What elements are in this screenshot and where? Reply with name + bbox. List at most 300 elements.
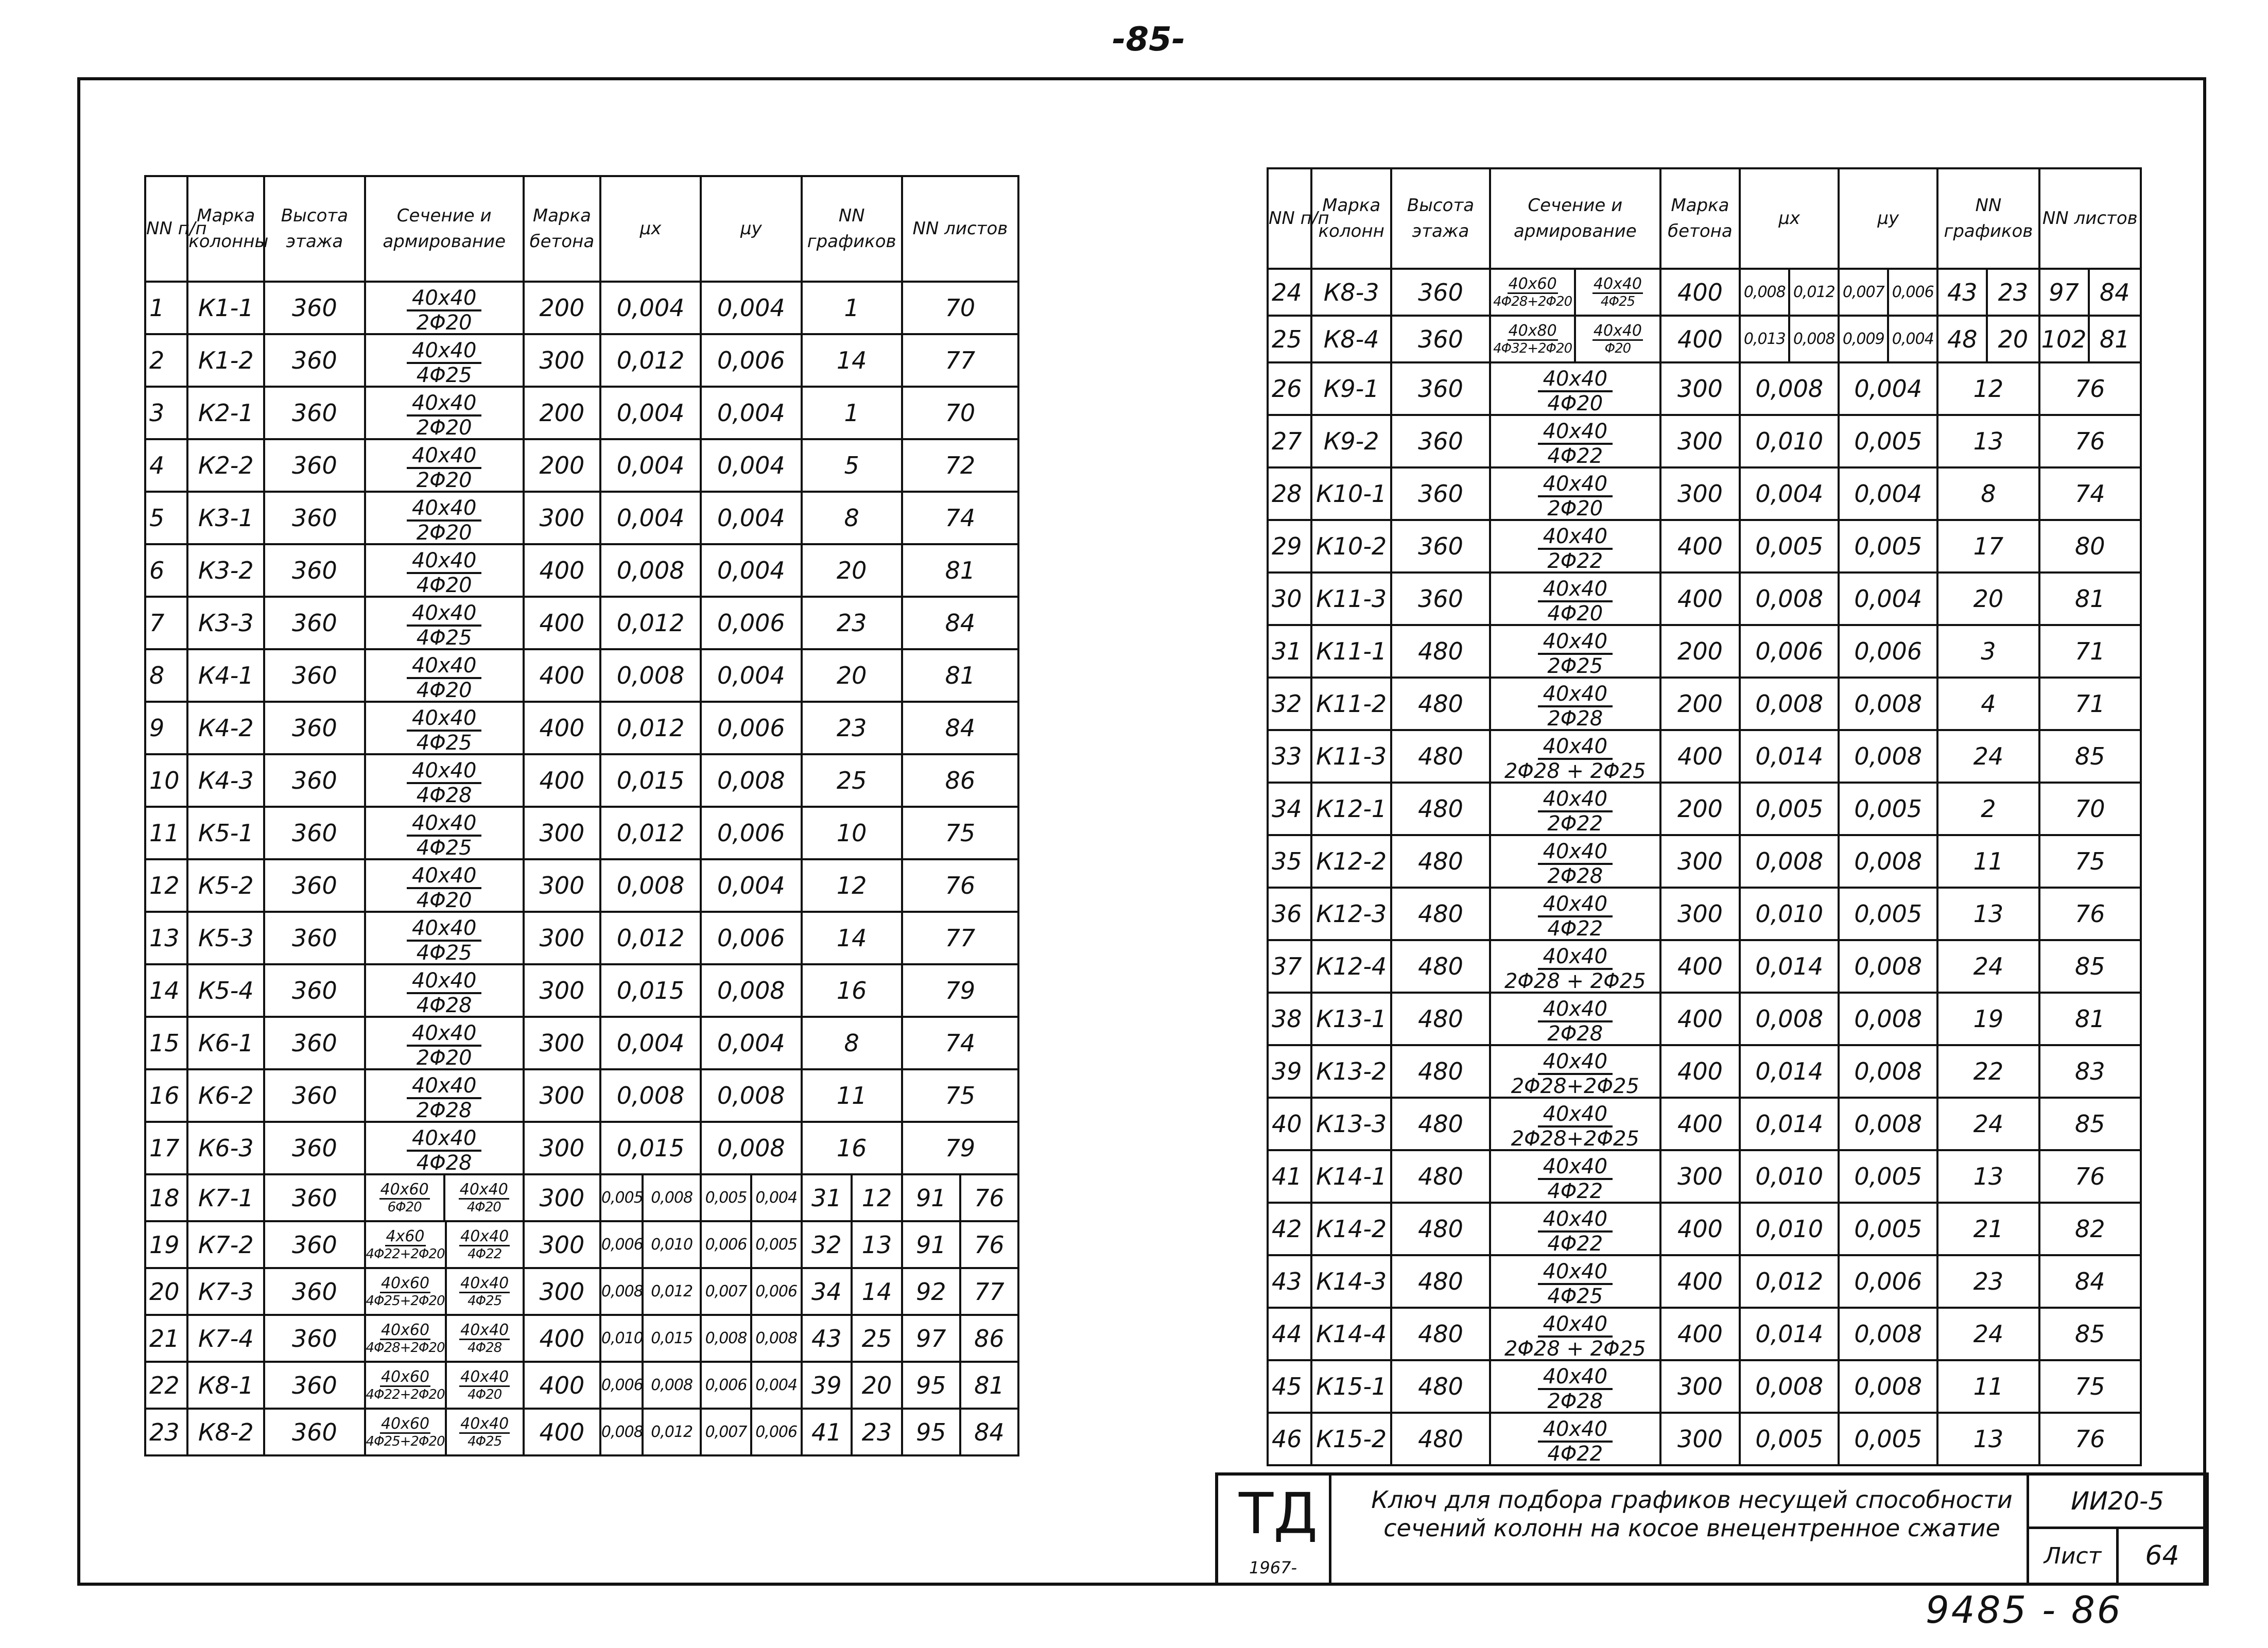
section-fraction [1538,894,1613,939]
mu-y: 0,005 [1839,520,1937,573]
graph-number: 21 [1937,1203,2039,1255]
reinforcement: 2Φ28 + 2Φ25 [1504,969,1646,993]
section-size: 40x40 [1538,1156,1613,1180]
header-cell: μy [701,176,801,282]
sheet-number: 95 [902,1409,960,1455]
table-row [1268,269,2141,316]
column-mark: К14-1 [1311,1150,1391,1203]
concrete-grade: 400 [1660,993,1740,1045]
table-row [1268,993,2141,1045]
mu-x: 0,014 [1740,730,1839,783]
reinforcement: 4Φ32+2Φ20 [1493,340,1572,356]
section-size: 40x40 [407,970,481,994]
mu-x: 0,012 [600,597,701,649]
table-row [145,1362,1018,1409]
section-fraction [407,1128,481,1173]
concrete-grade: 400 [1660,1255,1740,1308]
floor-height: 360 [264,649,365,702]
table-row [145,282,1018,334]
mu-x: 0,008 [1740,362,1839,415]
reinforcement: 2Φ25 [1547,654,1603,678]
graph-number: 23 [1987,269,2039,316]
mu-y: 0,006 [1839,1255,1937,1308]
concrete-grade: 200 [1660,625,1740,678]
floor-height: 360 [264,334,365,387]
floor-height: 360 [264,282,365,334]
floor-height: 480 [1391,888,1490,940]
mu-x: 0,008 [1740,269,1789,316]
table-row [1268,783,2141,835]
reinforcement: 4Φ25 [468,1433,502,1449]
sheet-number: 75 [902,1069,1018,1122]
section-cell [365,702,524,754]
concrete-grade: 400 [524,1409,600,1455]
mu-y: 0,006 [701,807,801,859]
section-size: 40x40 [407,393,481,417]
table-row [145,1409,1018,1455]
row-number: 13 [145,912,187,964]
sheet-number: 84 [2039,1255,2141,1308]
mu-x: 0,006 [600,1221,643,1268]
section-size: 40x80 [1508,321,1557,340]
section-fraction [1538,369,1613,414]
mu-x: 0,004 [600,387,701,439]
section-cell [365,1362,524,1409]
sheet-info [2027,1529,2206,1583]
section-fraction [1538,1156,1613,1202]
reinforcement: 2Φ20 [416,416,472,440]
table-row [145,702,1018,754]
mu-x: 0,010 [643,1221,701,1268]
mu-x: 0,005 [1740,1413,1839,1465]
table-row [1268,940,2141,993]
mu-y: 0,008 [751,1315,802,1362]
header-cell: NN графиков [802,176,902,282]
floor-height: 360 [264,1362,365,1409]
sheet-number: 84 [2089,269,2141,316]
mu-x: 0,004 [1740,467,1839,520]
graph-number: 16 [802,964,902,1017]
graph-number: 2 [1937,783,2039,835]
mu-y: 0,005 [1839,1413,1937,1465]
floor-height: 360 [1391,415,1490,467]
floor-height: 360 [264,387,365,439]
mu-y: 0,005 [701,1174,751,1221]
mu-x: 0,012 [600,912,701,964]
concrete-grade: 400 [1660,940,1740,993]
sheet-number: 74 [902,1017,1018,1069]
concrete-grade: 300 [524,1268,600,1315]
section-size: 40x40 [1538,526,1613,550]
column-mark: К11-2 [1311,678,1391,730]
section-cell [365,439,524,492]
mu-x: 0,015 [643,1315,701,1362]
column-mark: К14-3 [1311,1255,1391,1308]
mu-y: 0,004 [701,387,801,439]
reinforcement: 2Φ20 [416,469,472,492]
concrete-grade: 400 [1660,316,1740,362]
sheet-number: 84 [960,1409,1018,1455]
mu-x: 0,014 [1740,1098,1839,1150]
section-fraction [366,1222,445,1267]
section-fraction [1538,1366,1613,1412]
row-number: 8 [145,649,187,702]
mu-y: 0,008 [1839,940,1937,993]
section-cell [1490,415,1660,467]
sheet-number: 75 [2039,1360,2141,1413]
column-mark: К9-2 [1311,415,1391,467]
section-cell [1490,467,1660,520]
graph-number: 20 [1987,316,2039,362]
column-mark: К15-2 [1311,1413,1391,1465]
header-cell: Марка бетона [1660,168,1740,269]
reinforcement: 2Φ20 [416,521,472,545]
section-size: 40x40 [1538,684,1613,707]
mu-y: 0,008 [1839,1308,1937,1360]
section-cell [365,859,524,912]
sheet-number: 79 [902,964,1018,1017]
sheet-number: 92 [902,1268,960,1315]
graph-number: 19 [1937,993,2039,1045]
column-mark: К5-2 [187,859,264,912]
graph-number: 25 [852,1315,902,1362]
column-mark: К7-3 [187,1268,264,1315]
mu-y: 0,004 [701,492,801,544]
column-mark: К11-3 [1311,573,1391,625]
sheet-number: 81 [2039,993,2141,1045]
section-cell [1490,625,1660,678]
graph-number: 3 [1937,625,2039,678]
concrete-grade: 400 [1660,1045,1740,1098]
column-mark: К3-1 [187,492,264,544]
sheet-number: 81 [902,649,1018,702]
row-number: 14 [145,964,187,1017]
table-row [145,859,1018,912]
floor-height: 360 [264,492,365,544]
section-pair [366,1175,523,1220]
section-size: 40x40 [460,1274,509,1292]
title-block [1215,1472,2209,1586]
column-mark: К12-2 [1311,835,1391,888]
sheet-number: 85 [2039,1308,2141,1360]
sheet-number: 74 [902,492,1018,544]
section-size: 40x60 [380,1321,430,1339]
section-fraction [366,1175,443,1220]
section-size: 40x40 [1538,1104,1613,1127]
section-size: 40x40 [407,288,481,311]
graph-number: 8 [802,1017,902,1069]
table-row [145,544,1018,597]
row-number: 37 [1268,940,1311,993]
section-size: 40x40 [1538,894,1613,917]
header-cell: Высота этажа [1391,168,1490,269]
row-number: 34 [1268,783,1311,835]
reinforcement: 4Φ20 [416,889,472,912]
reinforcement: 4Φ22+2Φ20 [366,1246,445,1262]
section-fraction [1538,789,1613,834]
mu-y: 0,006 [701,597,801,649]
mu-x: 0,012 [600,702,701,754]
right-table [1267,167,2142,1466]
section-fraction [407,498,481,543]
graph-number: 1 [802,282,902,334]
sheet-number: 72 [902,439,1018,492]
concrete-grade: 400 [1660,730,1740,783]
row-number: 26 [1268,362,1311,415]
mu-x: 0,010 [600,1315,643,1362]
concrete-grade: 300 [1660,415,1740,467]
header-cell: Марка колонны [187,176,264,282]
row-number: 20 [145,1268,187,1315]
header-cell: μy [1839,168,1937,269]
table-row [1268,362,2141,415]
section-fraction [407,603,481,648]
year: 1967- [1249,1558,1297,1577]
row-number: 33 [1268,730,1311,783]
section-size: 40x40 [1538,579,1613,602]
floor-height: 360 [264,859,365,912]
concrete-grade: 300 [524,964,600,1017]
mu-x: 0,008 [1740,1360,1839,1413]
row-number: 3 [145,387,187,439]
section-fraction [407,1075,481,1121]
table-row [1268,415,2141,467]
graph-number: 24 [1937,1308,2039,1360]
mu-x: 0,013 [1740,316,1789,362]
column-mark: К2-2 [187,439,264,492]
section-fraction [407,655,481,701]
graph-number: 39 [802,1362,852,1409]
column-mark: К7-1 [187,1174,264,1221]
concrete-grade: 300 [524,807,600,859]
section-size: 40x40 [407,1023,481,1047]
mu-x: 0,008 [1740,678,1839,730]
sheet-number: 76 [2039,1413,2141,1465]
logo [1218,1476,1331,1583]
section-pair [366,1363,523,1408]
graph-number: 24 [1937,1098,2039,1150]
sheet-number: 79 [902,1122,1018,1174]
reinforcement: 2Φ22 [1547,549,1603,573]
floor-height: 360 [1391,269,1490,316]
mu-y: 0,008 [1839,730,1937,783]
table-row [1268,1360,2141,1413]
section-size: 40x40 [1538,474,1613,497]
section-size: 40x40 [1538,369,1613,392]
row-number: 24 [1268,269,1311,316]
sheet-number: 77 [902,334,1018,387]
section-size: 40x40 [407,1128,481,1152]
concrete-grade: 300 [524,1069,600,1122]
graph-number: 43 [802,1315,852,1362]
section-size: 40x40 [1538,736,1613,760]
section-cell [365,1315,524,1362]
section-fraction [1538,474,1613,519]
mu-x: 0,004 [600,1017,701,1069]
section-fraction [1538,579,1613,624]
sheet-number: 97 [902,1315,960,1362]
graph-number: 10 [802,807,902,859]
mu-x: 0,006 [600,1362,643,1409]
concrete-grade: 300 [524,334,600,387]
reinforcement: 4Φ28+2Φ20 [366,1340,445,1356]
column-mark: К11-3 [1311,730,1391,783]
sheet-number: 102 [2039,316,2089,362]
floor-height: 360 [1391,362,1490,415]
mu-y: 0,006 [751,1268,802,1315]
mu-x: 0,008 [1740,993,1839,1045]
mu-x: 0,015 [600,754,701,807]
section-size: 40x40 [407,498,481,522]
mu-y: 0,008 [701,1069,801,1122]
section-cell [1490,573,1660,625]
section-size: 40x40 [1538,1261,1613,1285]
mu-x: 0,005 [600,1174,643,1221]
floor-height: 480 [1391,940,1490,993]
mu-x: 0,008 [600,1069,701,1122]
section-size: 40x40 [407,865,481,889]
sheet-number: 70 [902,282,1018,334]
column-mark: К12-3 [1311,888,1391,940]
sheet-number: 64 [2116,1529,2206,1583]
concrete-grade: 400 [524,649,600,702]
graph-number: 48 [1937,316,1987,362]
sheet-number: 91 [902,1221,960,1268]
column-mark: К5-3 [187,912,264,964]
section-fraction [1538,841,1613,887]
section-fraction [1491,317,1574,361]
reinforcement: 4Φ25 [416,836,472,860]
column-mark: К6-1 [187,1017,264,1069]
mu-y: 0,008 [1839,678,1937,730]
page-number: -85- [1112,21,1186,59]
floor-height: 360 [1391,316,1490,362]
mu-y: 0,006 [701,334,801,387]
concrete-grade: 400 [1660,520,1740,573]
reinforcement: 4Φ22 [1547,444,1603,468]
reinforcement: 4Φ25 [1600,293,1635,309]
section-fraction [1538,421,1613,466]
mu-y: 0,005 [1839,415,1937,467]
mu-y: 0,009 [1839,316,1888,362]
mu-x: 0,008 [600,544,701,597]
table-row [1268,1098,2141,1150]
section-size: 40x40 [407,655,481,679]
table-row [1268,730,2141,783]
floor-height: 480 [1391,678,1490,730]
mu-y: 0,008 [701,964,801,1017]
header-cell: NN листов [902,176,1018,282]
header-cell: NN листов [2039,168,2141,269]
section-size: 40x40 [1538,631,1613,655]
concrete-grade: 300 [1660,1360,1740,1413]
header-cell: μx [600,176,701,282]
section-size: 40x40 [407,550,481,574]
mu-y: 0,004 [701,544,801,597]
sheet-number: 97 [2039,269,2089,316]
mu-x: 0,008 [600,649,701,702]
section-size: 40x40 [460,1321,509,1339]
graph-number: 14 [802,912,902,964]
sheet-number: 84 [902,597,1018,649]
mu-x: 0,010 [1740,415,1839,467]
mu-y: 0,004 [1839,573,1937,625]
row-number: 9 [145,702,187,754]
row-number: 11 [145,807,187,859]
mu-y: 0,006 [701,912,801,964]
column-mark: К1-1 [187,282,264,334]
column-mark: К7-2 [187,1221,264,1268]
section-fraction [407,918,481,963]
graph-number: 25 [802,754,902,807]
section-fraction [366,1363,445,1408]
header-cell: Марка колонн [1311,168,1391,269]
row-number: 25 [1268,316,1311,362]
concrete-grade: 200 [524,282,600,334]
mu-x: 0,008 [600,859,701,912]
concrete-grade: 300 [1660,888,1740,940]
graph-number: 20 [802,544,902,597]
mu-y: 0,008 [701,1122,801,1174]
section-fraction [1538,526,1613,571]
sheet-number: 82 [2039,1203,2141,1255]
section-fraction [1511,1104,1639,1149]
concrete-grade: 400 [524,544,600,597]
mu-x: 0,010 [1740,888,1839,940]
table-row [145,754,1018,807]
reinforcement: 2Φ28+2Φ25 [1511,1074,1639,1098]
concrete-grade: 300 [1660,835,1740,888]
reinforcement: 4Φ25 [416,626,472,650]
header-cell: Марка бетона [524,176,600,282]
concrete-grade: 300 [1660,1150,1740,1203]
graph-number: 4 [1937,678,2039,730]
mu-x: 0,010 [1740,1150,1839,1203]
sheet-number: 76 [2039,415,2141,467]
mu-y: 0,007 [1839,269,1888,316]
section-size: 40x40 [460,1367,509,1386]
header-cell: Высота этажа [264,176,365,282]
mu-x: 0,008 [643,1362,701,1409]
section-size: 40x40 [1593,321,1642,340]
sheet-number: 75 [902,807,1018,859]
row-number: 41 [1268,1150,1311,1203]
section-fraction [407,865,481,911]
column-mark: К8-2 [187,1409,264,1455]
floor-height: 480 [1391,730,1490,783]
sheet-number: 81 [2089,316,2141,362]
section-pair [366,1316,523,1361]
section-fraction [407,340,481,386]
mu-x: 0,012 [643,1268,701,1315]
section-fraction [366,1316,445,1361]
section-pair [366,1269,523,1314]
reinforcement: 4Φ28 [468,1340,502,1356]
sheet-label: Лист [2044,1542,2102,1569]
mu-y: 0,008 [1839,993,1937,1045]
column-mark: К5-1 [187,807,264,859]
reinforcement: Φ20 [1604,340,1631,356]
concrete-grade: 300 [524,1221,600,1268]
section-size: 40x40 [1538,1209,1613,1233]
graph-number: 17 [1937,520,2039,573]
graph-number: 41 [802,1409,852,1455]
section-cell [365,1122,524,1174]
graph-number: 24 [1937,940,2039,993]
column-mark: К13-2 [1311,1045,1391,1098]
row-number: 27 [1268,415,1311,467]
section-cell [365,754,524,807]
